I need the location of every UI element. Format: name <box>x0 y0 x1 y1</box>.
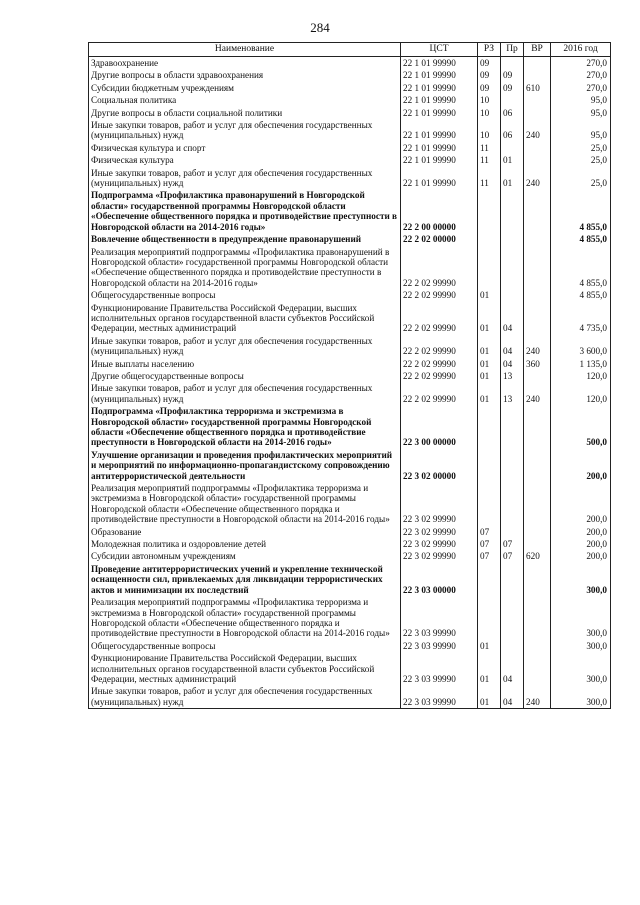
cell-code: 22 3 03 99990 <box>401 652 478 685</box>
cell-amount: 300,0 <box>551 596 611 640</box>
cell-amount: 4 855,0 <box>551 289 611 301</box>
table-row <box>89 526 611 538</box>
cell-amount: 25,0 <box>551 167 611 190</box>
cell-rz <box>478 189 501 233</box>
cell-pr <box>501 482 524 526</box>
table-header-row <box>89 43 611 57</box>
cell-code: 22 3 03 99990 <box>401 640 478 652</box>
cell-rz: 01 <box>478 289 501 301</box>
cell-rz: 01 <box>478 358 501 370</box>
cell-name: Субсидии автономным учреждениям <box>89 550 401 562</box>
cell-vr <box>524 142 551 154</box>
cell-rz: 10 <box>478 107 501 119</box>
cell-pr <box>501 526 524 538</box>
table-row <box>89 142 611 154</box>
cell-vr <box>524 563 551 596</box>
cell-vr: 240 <box>524 167 551 190</box>
cell-rz <box>478 405 501 449</box>
cell-name: Реализация мероприятий подпрограммы «Профилактика терроризма и экстремизма в Новгородской области» государственной программы Новгородской области «Обеспечение общественного порядка и противодействие преступности в Новгородской области на 2014-2016 годы» <box>89 482 401 526</box>
cell-amount: 270,0 <box>551 57 611 70</box>
table-row <box>89 167 611 190</box>
column-header-name: Наименование <box>89 43 401 57</box>
cell-rz: 07 <box>478 526 501 538</box>
cell-pr <box>501 142 524 154</box>
cell-code: 22 1 01 99990 <box>401 167 478 190</box>
table-row <box>89 94 611 106</box>
cell-code: 22 3 02 99990 <box>401 526 478 538</box>
table-row <box>89 685 611 708</box>
cell-code: 22 2 02 99990 <box>401 289 478 301</box>
cell-vr: 620 <box>524 550 551 562</box>
cell-name: Вовлечение общественности в предупреждение правонарушений <box>89 233 401 245</box>
cell-code: 22 2 02 99990 <box>401 246 478 290</box>
cell-name: Подпрограмма «Профилактика правонарушений в Новгородской области» государственной программы Новгородской области «Обеспечение общественного порядка и противодействие преступности в Новгородской области на 2014-2016 годы» <box>89 189 401 233</box>
cell-code: 22 3 03 99990 <box>401 685 478 708</box>
cell-pr: 04 <box>501 302 524 335</box>
cell-rz: 01 <box>478 302 501 335</box>
cell-pr: 09 <box>501 82 524 94</box>
table-row <box>89 370 611 382</box>
cell-amount: 300,0 <box>551 652 611 685</box>
cell-vr: 240 <box>524 119 551 142</box>
cell-pr <box>501 449 524 482</box>
table-row <box>89 652 611 685</box>
page-number: 284 <box>310 20 330 35</box>
cell-name: Иные закупки товаров, работ и услуг для обеспечения государственных (муниципальных) нужд <box>89 335 401 358</box>
cell-pr <box>501 640 524 652</box>
table-row <box>89 335 611 358</box>
cell-rz <box>478 246 501 290</box>
cell-name: Улучшение организации и проведения профилактических мероприятий и мероприятий по информационно-пропагандистскому сопровождению антитеррористической деятельности <box>89 449 401 482</box>
cell-code: 22 3 03 99990 <box>401 596 478 640</box>
cell-rz: 11 <box>478 167 501 190</box>
cell-pr <box>501 405 524 449</box>
cell-pr: 04 <box>501 335 524 358</box>
cell-vr <box>524 233 551 245</box>
cell-name: Реализация мероприятий подпрограммы «Профилактика правонарушений в Новгородской области» государственной программы Новгородской области «Обеспечение общественного порядка и противодействие преступности в Новгородской области на 2014-2016 годы» <box>89 246 401 290</box>
cell-rz <box>478 563 501 596</box>
cell-amount: 270,0 <box>551 69 611 81</box>
cell-name: Функционирование Правительства Российской Федерации, высших исполнительных органов государственной власти субъектов Российской Федерации, местных администраций <box>89 302 401 335</box>
table-row <box>89 449 611 482</box>
table-row <box>89 482 611 526</box>
cell-amount: 25,0 <box>551 142 611 154</box>
table-row <box>89 302 611 335</box>
cell-pr <box>501 57 524 70</box>
cell-rz: 01 <box>478 652 501 685</box>
cell-name: Иные закупки товаров, работ и услуг для обеспечения государственных (муниципальных) нужд <box>89 167 401 190</box>
cell-amount: 25,0 <box>551 154 611 166</box>
cell-rz <box>478 482 501 526</box>
column-header-code: ЦСТ <box>401 43 478 57</box>
cell-pr: 07 <box>501 538 524 550</box>
budget-table <box>88 42 611 709</box>
cell-pr <box>501 94 524 106</box>
cell-vr <box>524 640 551 652</box>
cell-amount: 120,0 <box>551 370 611 382</box>
cell-code: 22 1 01 99990 <box>401 142 478 154</box>
cell-amount: 3 600,0 <box>551 335 611 358</box>
cell-vr <box>524 302 551 335</box>
cell-amount: 120,0 <box>551 382 611 405</box>
cell-vr: 240 <box>524 685 551 708</box>
cell-vr <box>524 596 551 640</box>
cell-code: 22 1 01 99990 <box>401 94 478 106</box>
cell-rz: 07 <box>478 538 501 550</box>
cell-code: 22 3 02 99990 <box>401 538 478 550</box>
cell-vr: 240 <box>524 382 551 405</box>
column-header-amount: 2016 год <box>551 43 611 57</box>
cell-amount: 4 735,0 <box>551 302 611 335</box>
cell-rz: 09 <box>478 57 501 70</box>
cell-pr: 06 <box>501 119 524 142</box>
cell-amount: 1 135,0 <box>551 358 611 370</box>
cell-amount: 200,0 <box>551 526 611 538</box>
cell-code: 22 1 01 99990 <box>401 57 478 70</box>
cell-name: Иные закупки товаров, работ и услуг для обеспечения государственных (муниципальных) нужд <box>89 685 401 708</box>
cell-code: 22 1 01 99990 <box>401 107 478 119</box>
cell-vr <box>524 189 551 233</box>
cell-vr <box>524 652 551 685</box>
cell-amount: 95,0 <box>551 94 611 106</box>
column-header-pr: Пр <box>501 43 524 57</box>
cell-pr <box>501 563 524 596</box>
table-body <box>89 57 611 709</box>
cell-name: Социальная политика <box>89 94 401 106</box>
cell-pr <box>501 189 524 233</box>
table-row <box>89 358 611 370</box>
cell-name: Общегосударственные вопросы <box>89 640 401 652</box>
cell-amount: 500,0 <box>551 405 611 449</box>
cell-pr: 09 <box>501 69 524 81</box>
cell-rz <box>478 449 501 482</box>
cell-rz: 10 <box>478 119 501 142</box>
cell-code: 22 1 01 99990 <box>401 119 478 142</box>
cell-amount: 95,0 <box>551 107 611 119</box>
cell-pr <box>501 596 524 640</box>
cell-code: 22 1 01 99990 <box>401 69 478 81</box>
cell-rz: 01 <box>478 382 501 405</box>
cell-rz: 01 <box>478 370 501 382</box>
cell-name: Подпрограмма «Профилактика терроризма и экстремизма в Новгородской области» государственной программы Новгородской области «Обеспечение общественного порядка и противодействие преступности в Новгородской области на 2014-2016 годы» <box>89 405 401 449</box>
table-row <box>89 289 611 301</box>
table-row <box>89 405 611 449</box>
cell-amount: 200,0 <box>551 449 611 482</box>
cell-rz: 07 <box>478 550 501 562</box>
cell-name: Физическая культура <box>89 154 401 166</box>
cell-name: Здравоохранение <box>89 57 401 70</box>
cell-rz: 09 <box>478 82 501 94</box>
cell-vr: 610 <box>524 82 551 94</box>
cell-name: Другие вопросы в области социальной политики <box>89 107 401 119</box>
cell-pr: 04 <box>501 685 524 708</box>
cell-rz <box>478 596 501 640</box>
cell-name: Иные выплаты населению <box>89 358 401 370</box>
table-row <box>89 82 611 94</box>
table-row <box>89 233 611 245</box>
table-row <box>89 382 611 405</box>
cell-pr <box>501 233 524 245</box>
cell-code: 22 2 02 99990 <box>401 382 478 405</box>
cell-name: Образование <box>89 526 401 538</box>
cell-pr: 06 <box>501 107 524 119</box>
cell-code: 22 2 02 99990 <box>401 302 478 335</box>
cell-pr: 04 <box>501 652 524 685</box>
cell-rz: 11 <box>478 142 501 154</box>
cell-vr <box>524 94 551 106</box>
cell-vr: 240 <box>524 335 551 358</box>
table-row <box>89 57 611 70</box>
cell-code: 22 3 02 99990 <box>401 550 478 562</box>
cell-amount: 270,0 <box>551 82 611 94</box>
cell-amount: 200,0 <box>551 538 611 550</box>
cell-rz <box>478 233 501 245</box>
column-header-rz: РЗ <box>478 43 501 57</box>
table-row <box>89 119 611 142</box>
cell-name: Другие общегосударственные вопросы <box>89 370 401 382</box>
cell-rz: 10 <box>478 94 501 106</box>
cell-vr <box>524 449 551 482</box>
cell-name: Другие вопросы в области здравоохранения <box>89 69 401 81</box>
cell-vr <box>524 538 551 550</box>
cell-vr <box>524 289 551 301</box>
cell-vr <box>524 57 551 70</box>
cell-name: Иные закупки товаров, работ и услуг для обеспечения государственных (муниципальных) нужд <box>89 119 401 142</box>
cell-rz: 01 <box>478 640 501 652</box>
table-row <box>89 154 611 166</box>
cell-pr: 01 <box>501 167 524 190</box>
cell-pr <box>501 246 524 290</box>
cell-code: 22 1 01 99990 <box>401 82 478 94</box>
cell-vr <box>524 405 551 449</box>
cell-name: Иные закупки товаров, работ и услуг для обеспечения государственных (муниципальных) нужд <box>89 382 401 405</box>
cell-amount: 4 855,0 <box>551 233 611 245</box>
cell-vr <box>524 526 551 538</box>
cell-code: 22 1 01 99990 <box>401 154 478 166</box>
cell-name: Субсидии бюджетным учреждениям <box>89 82 401 94</box>
cell-code: 22 3 03 00000 <box>401 563 478 596</box>
cell-amount: 95,0 <box>551 119 611 142</box>
table-row <box>89 189 611 233</box>
cell-vr <box>524 482 551 526</box>
cell-pr: 01 <box>501 154 524 166</box>
cell-code: 22 3 00 00000 <box>401 405 478 449</box>
cell-amount: 4 855,0 <box>551 189 611 233</box>
cell-amount: 300,0 <box>551 685 611 708</box>
table-row <box>89 107 611 119</box>
cell-code: 22 2 02 00000 <box>401 233 478 245</box>
table-row <box>89 563 611 596</box>
cell-code: 22 3 02 99990 <box>401 482 478 526</box>
cell-code: 22 2 02 99990 <box>401 358 478 370</box>
cell-amount: 300,0 <box>551 563 611 596</box>
table-row <box>89 640 611 652</box>
cell-code: 22 2 02 99990 <box>401 335 478 358</box>
cell-name: Реализация мероприятий подпрограммы «Профилактика терроризма и экстремизма в Новгородской области» государственной программы Новгородской области «Обеспечение общественного порядка и противодействие преступности в Новгородской области на 2014-2016 годы» <box>89 596 401 640</box>
column-header-vr: ВР <box>524 43 551 57</box>
table-row <box>89 69 611 81</box>
cell-name: Проведение антитеррористических учений и укрепление технической оснащенности сил, привлекаемых для ликвидации террористических актов и минимизации их последствий <box>89 563 401 596</box>
cell-vr <box>524 370 551 382</box>
cell-pr: 13 <box>501 382 524 405</box>
cell-amount: 200,0 <box>551 550 611 562</box>
cell-rz: 01 <box>478 685 501 708</box>
cell-vr: 360 <box>524 358 551 370</box>
cell-amount: 300,0 <box>551 640 611 652</box>
cell-code: 22 2 00 00000 <box>401 189 478 233</box>
cell-rz: 01 <box>478 335 501 358</box>
cell-name: Общегосударственные вопросы <box>89 289 401 301</box>
table-row <box>89 596 611 640</box>
cell-rz: 09 <box>478 69 501 81</box>
cell-rz: 11 <box>478 154 501 166</box>
cell-pr <box>501 289 524 301</box>
cell-name: Физическая культура и спорт <box>89 142 401 154</box>
cell-code: 22 3 02 00000 <box>401 449 478 482</box>
cell-name: Функционирование Правительства Российской Федерации, высших исполнительных органов государственной власти субъектов Российской Федерации, местных администраций <box>89 652 401 685</box>
cell-vr <box>524 107 551 119</box>
table-row <box>89 246 611 290</box>
table-row <box>89 538 611 550</box>
cell-amount: 4 855,0 <box>551 246 611 290</box>
cell-pr: 07 <box>501 550 524 562</box>
cell-vr <box>524 154 551 166</box>
cell-vr <box>524 69 551 81</box>
cell-code: 22 2 02 99990 <box>401 370 478 382</box>
cell-name: Молодежная политика и оздоровление детей <box>89 538 401 550</box>
table-row <box>89 550 611 562</box>
cell-amount: 200,0 <box>551 482 611 526</box>
cell-pr: 13 <box>501 370 524 382</box>
cell-pr: 04 <box>501 358 524 370</box>
cell-vr <box>524 246 551 290</box>
